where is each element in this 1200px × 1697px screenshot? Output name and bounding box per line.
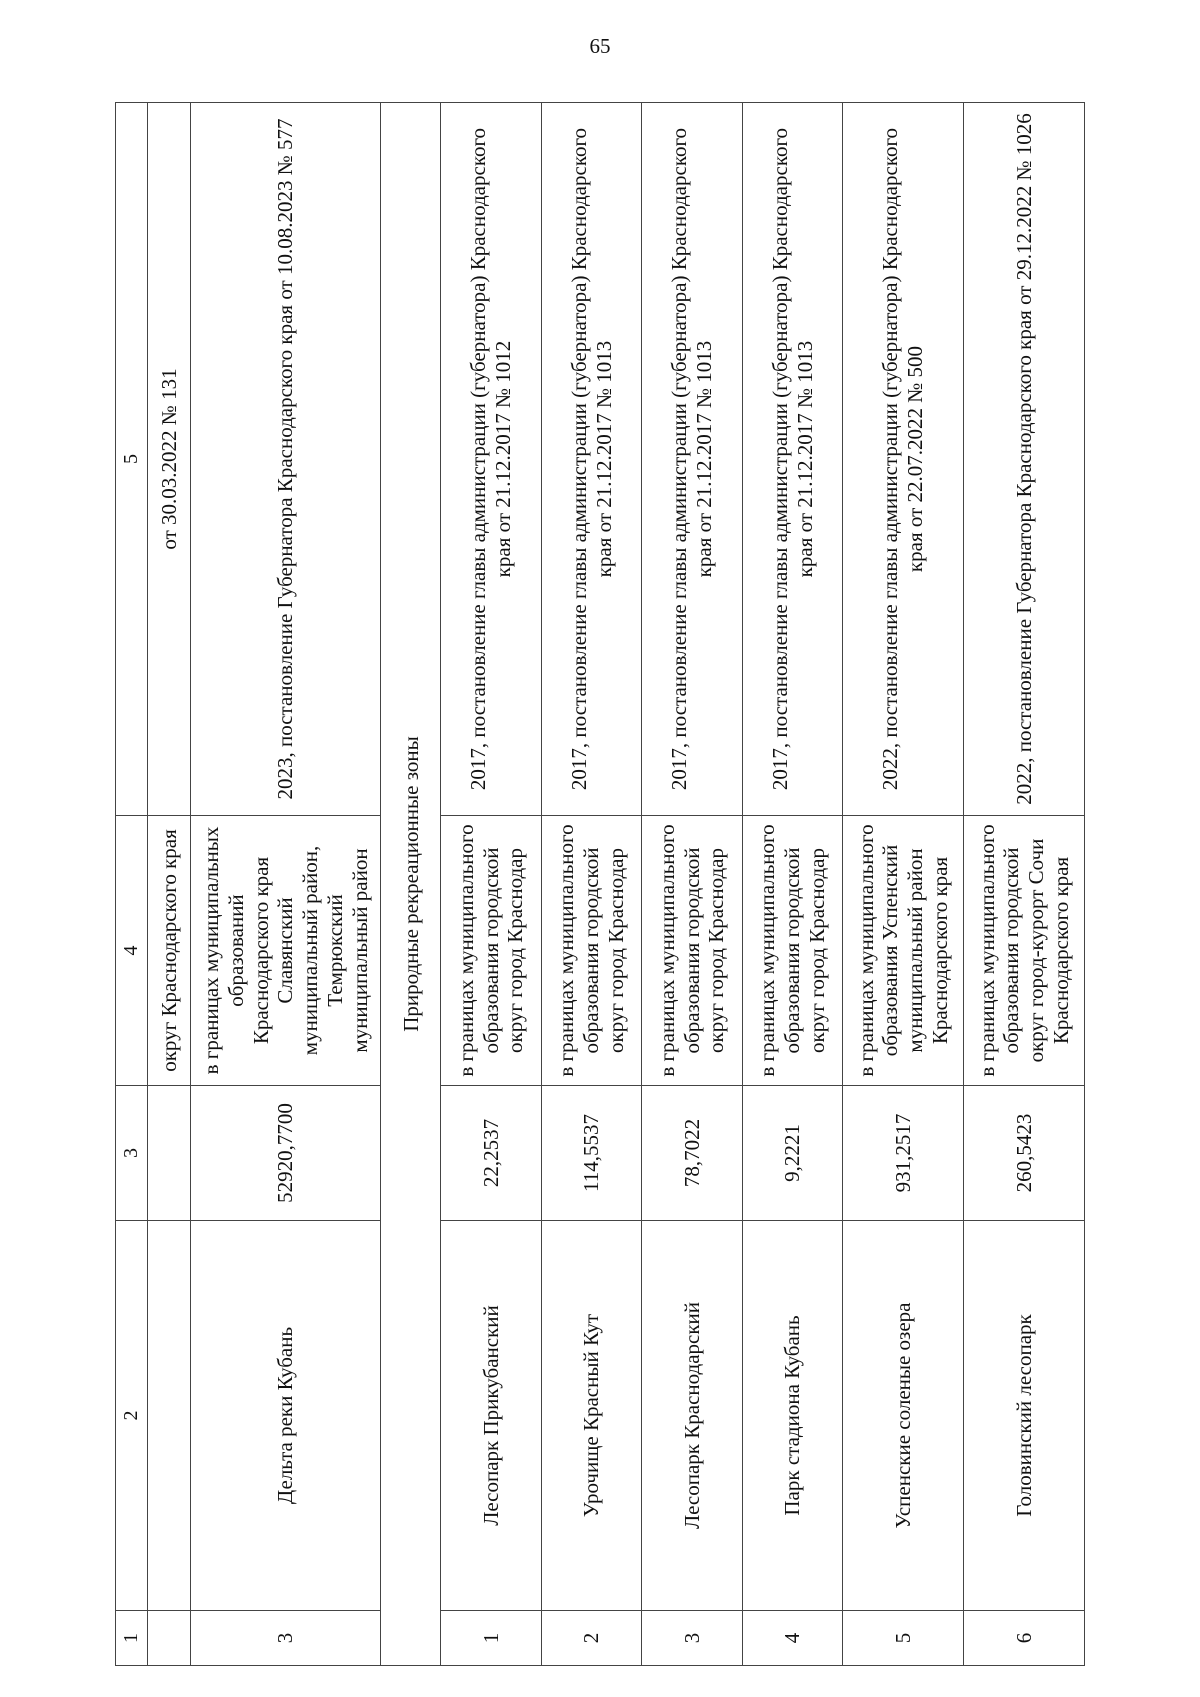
row-document: 2017, постановление главы администрации (губернатора) Краснодарского края от 21.12.2017 № 1013	[541, 103, 641, 816]
row-number: 2	[541, 1611, 641, 1666]
row-document: 2023, постановление Губернатора Краснодарского края от 10.08.2023 № 577	[190, 103, 381, 816]
row-area: 52920,7700	[190, 1086, 381, 1221]
page-number: 65	[589, 34, 611, 58]
row-document: 2017, постановление главы администрации (губернатора) Краснодарского края от 21.12.2017 № 1013	[742, 103, 842, 816]
cont-location-cell: округ Краснодарского края	[148, 816, 191, 1086]
row-number: 4	[742, 1611, 842, 1666]
row-name: Лесопарк Краснодарский	[642, 1221, 742, 1611]
row-area: 931,2517	[843, 1086, 964, 1221]
header-col-1: 1	[116, 1611, 148, 1666]
recreation-zones-table	[115, 102, 1085, 1666]
row-document: 2017, постановление главы администрации (губернатора) Краснодарского края от 21.12.2017 № 1013	[642, 103, 742, 816]
row-name: Парк стадиона Кубань	[742, 1221, 842, 1611]
row-name: Дельта реки Кубань	[190, 1221, 381, 1611]
table-row	[964, 103, 1085, 1666]
cont-area-cell	[148, 1086, 191, 1221]
header-col-4: 4	[116, 816, 148, 1086]
row-location: в границах муниципального образования Успенский муниципальный район Краснодарского края	[843, 816, 964, 1086]
row-location: в границах муниципального образования городской округ город Краснодар	[742, 816, 842, 1086]
row-area: 114,5537	[541, 1086, 641, 1221]
rotated-table-container	[115, 103, 1085, 1666]
table-row	[742, 103, 842, 1666]
continuation-row	[148, 103, 191, 1666]
row-area: 78,7022	[642, 1086, 742, 1221]
row-location: в границах муниципального образования городской округ город Краснодар	[642, 816, 742, 1086]
row-location: в границах муниципальных образований Краснодарского края Славянский муниципальный район, Темрюкский муниципальный район	[190, 816, 381, 1086]
row-number: 5	[843, 1611, 964, 1666]
cont-document-cell: от 30.03.2022 № 131	[148, 103, 191, 816]
table-row	[642, 103, 742, 1666]
section-title: Природные рекреационные зоны	[381, 103, 441, 1666]
table-row	[843, 103, 964, 1666]
table-row	[541, 103, 641, 1666]
row-name: Головинский лесопарк	[964, 1221, 1085, 1611]
row-document: 2022, постановление Губернатора Краснодарского края от 29.12.2022 № 1026	[964, 103, 1085, 816]
header-col-5: 5	[116, 103, 148, 816]
header-col-3: 3	[116, 1086, 148, 1221]
row-area: 22,2537	[441, 1086, 541, 1221]
cont-name-cell	[148, 1221, 191, 1611]
row-location: в границах муниципального образования городской округ город Краснодар	[441, 816, 541, 1086]
row-area: 260,5423	[964, 1086, 1085, 1221]
row-name: Лесопарк Прикубанский	[441, 1221, 541, 1611]
row-number: 6	[964, 1611, 1085, 1666]
row-number: 3	[190, 1611, 381, 1666]
row-location: в границах муниципального образования городской округ город-курорт Сочи Краснодарского края	[964, 816, 1085, 1086]
header-row	[116, 103, 148, 1666]
row-document: 2017, постановление главы администрации (губернатора) Краснодарского края от 21.12.2017 № 1012	[441, 103, 541, 816]
table-row	[190, 103, 381, 1666]
row-name: Урочище Красный Кут	[541, 1221, 641, 1611]
row-document: 2022, постановление главы администрации (губернатора) Краснодарского края от 22.07.2022 № 500	[843, 103, 964, 816]
table-row	[441, 103, 541, 1666]
header-col-2: 2	[116, 1221, 148, 1611]
section-row	[381, 103, 441, 1666]
cont-num-cell	[148, 1611, 191, 1666]
row-location: в границах муниципального образования городской округ город Краснодар	[541, 816, 641, 1086]
row-area: 9,2221	[742, 1086, 842, 1221]
row-name: Успенские соленые озера	[843, 1221, 964, 1611]
row-number: 3	[642, 1611, 742, 1666]
row-number: 1	[441, 1611, 541, 1666]
